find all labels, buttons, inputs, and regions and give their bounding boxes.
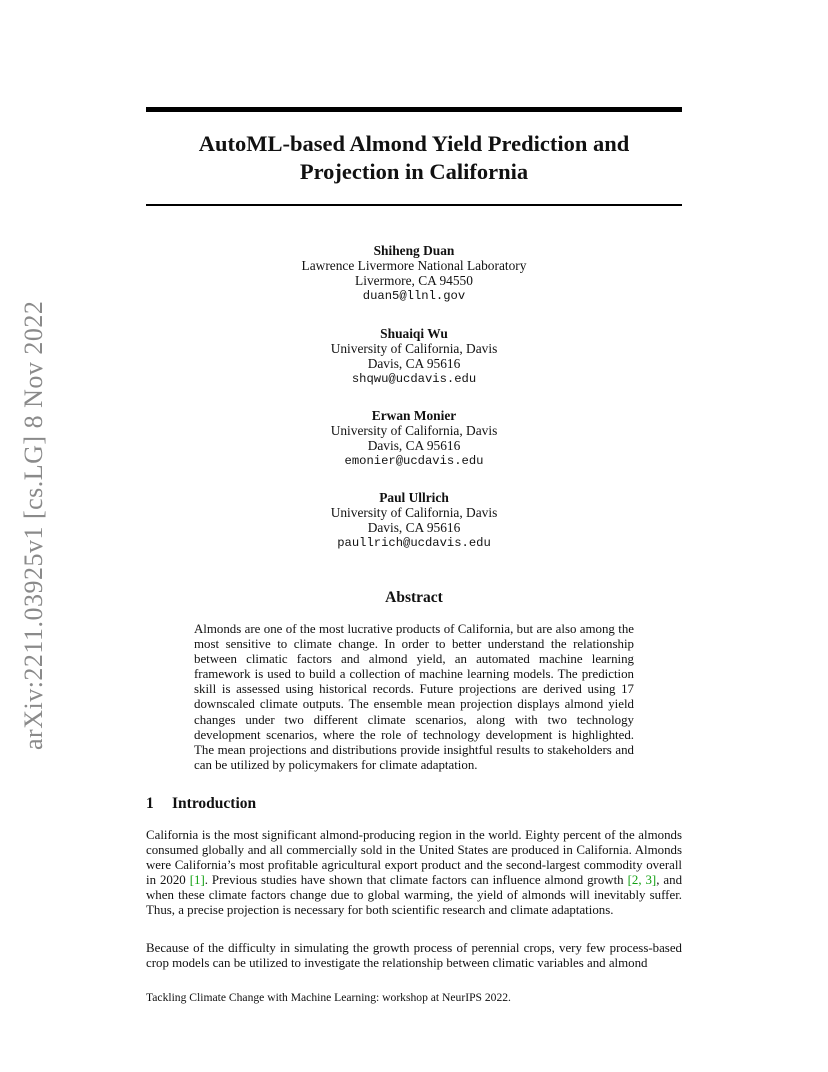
author-name: Shuaiqi Wu bbox=[380, 326, 448, 341]
author-block-2 bbox=[146, 326, 682, 387]
author-affiliation: University of California, Davis bbox=[330, 341, 498, 357]
section-heading-introduction bbox=[146, 795, 256, 813]
author-affiliation: Lawrence Livermore National Laboratory bbox=[301, 258, 527, 274]
introduction-paragraph-2: Because of the difficulty in simulating the growth process of perennial crops, very few process-based crop models can be utilized to investigate the relationship between climatic variables and almond bbox=[146, 941, 682, 971]
citation-link[interactable]: [2, 3] bbox=[627, 873, 657, 888]
author-address: Davis, CA 95616 bbox=[367, 356, 461, 372]
author-block-3 bbox=[146, 408, 682, 469]
title-line-2: Projection in California bbox=[299, 159, 529, 184]
author-affiliation: University of California, Davis bbox=[330, 505, 498, 521]
section-title: Introduction bbox=[172, 795, 257, 812]
title-top-rule bbox=[146, 107, 682, 112]
author-name: Paul Ullrich bbox=[379, 490, 449, 505]
abstract-heading: Abstract bbox=[385, 589, 443, 606]
paper-title bbox=[146, 130, 682, 186]
citation-link[interactable]: [1] bbox=[189, 873, 205, 888]
abstract-text: Almonds are one of the most lucrative products of California, but are also among the most sensitive to climate change. In order to better understand the relationship between climatic factors and almond yield, an automated machine learning framework is used to build a collection of machine learning models. The prediction skill is assessed using historical records. Future projections are derived using 17 downscaled climate outputs. The ensemble mean projection displays almond yield changes under two different climate scenarios, along with two technology development scenarios, where the role of technology development is highlighted. The mean projections and distributions provide insightful results to stakeholders and can be utilized by policymakers for climate adaptation. bbox=[194, 622, 634, 772]
paragraph-text: California is the most significant almond-producing region in the world. Eighty percent of the almonds consumed globally and all commercially sold in the United States are produced in California. Almonds were California’s most profitable agricultural export product and the second-largest commodity overall in 2020 bbox=[146, 828, 682, 888]
title-bottom-rule bbox=[146, 204, 682, 206]
author-address: Livermore, CA 94550 bbox=[355, 273, 473, 289]
author-address: Davis, CA 95616 bbox=[367, 438, 461, 454]
footer-note: Tackling Climate Change with Machine Learning: workshop at NeurIPS 2022. bbox=[146, 991, 511, 1004]
author-block-4 bbox=[146, 490, 682, 551]
title-line-1: AutoML-based Almond Yield Prediction and bbox=[198, 131, 630, 156]
author-address: Davis, CA 95616 bbox=[367, 520, 461, 536]
author-email[interactable]: paullrich@ucdavis.edu bbox=[337, 535, 491, 550]
author-block-1 bbox=[146, 243, 682, 304]
author-email[interactable]: emonier@ucdavis.edu bbox=[344, 453, 484, 468]
author-name: Shiheng Duan bbox=[373, 243, 455, 258]
paragraph-text: , and when these climate factors change due to global warming, the yield of almonds will inevitably suffer. Thus, a precise projection is necessary for both scientific research and climate adaptations. bbox=[146, 873, 683, 918]
author-email[interactable]: duan5@llnl.gov bbox=[362, 288, 466, 303]
section-number: 1 bbox=[146, 795, 154, 812]
author-email[interactable]: shqwu@ucdavis.edu bbox=[351, 371, 477, 386]
author-name: Erwan Monier bbox=[371, 408, 457, 423]
author-affiliation: University of California, Davis bbox=[330, 423, 498, 439]
paragraph-text: . Previous studies have shown that climate factors can influence almond growth bbox=[204, 873, 628, 888]
arxiv-identifier: arXiv:2211.03925v1 [cs.LG] 8 Nov 2022 bbox=[19, 300, 48, 750]
introduction-paragraph-1 bbox=[146, 828, 682, 919]
